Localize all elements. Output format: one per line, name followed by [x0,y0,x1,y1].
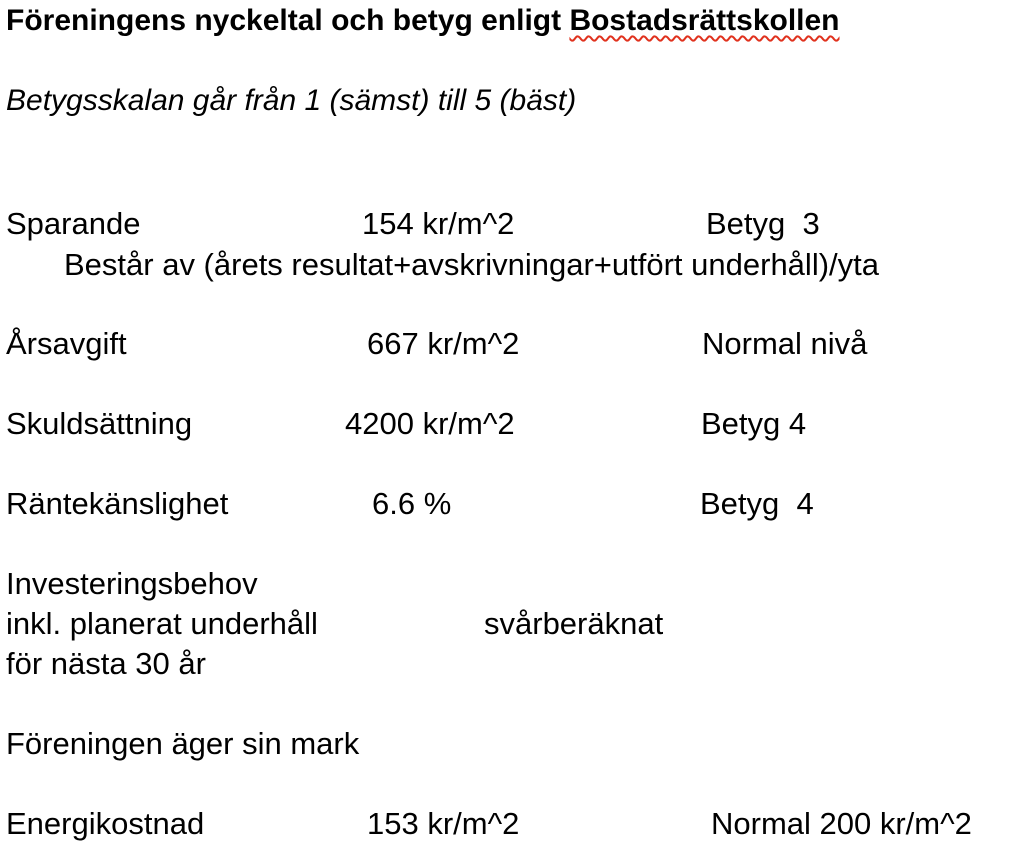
page-subtitle: Betygsskalan går från 1 (sämst) till 5 (bäst) [6,84,577,117]
rantekanslighet-value: 6.6 % [372,486,452,521]
title-prefix: Föreningens nyckeltal och betyg enligt [6,4,570,37]
arsavgift-label: Årsavgift [6,326,127,361]
sparande-value: 154 kr/m^2 [362,206,515,241]
arsavgift-grade: Normal nivå [702,326,868,361]
sparande-label: Sparande [6,206,141,241]
rantekanslighet-grade: Betyg 4 [700,486,814,521]
sparande-note: Består av (årets resultat+avskrivningar+utfört underhåll)/yta [64,247,879,282]
energikostnad-label: Energikostnad [6,806,205,841]
skuldsattning-label: Skuldsättning [6,406,193,441]
energikostnad-grade: Normal 200 kr/m^2 [711,806,972,841]
investeringsbehov-value: svårberäknat [484,606,664,641]
skuldsattning-grade: Betyg 4 [701,406,807,441]
arsavgift-value: 667 kr/m^2 [367,326,520,361]
investeringsbehov-label-line-2: inkl. planerat underhåll [6,606,318,641]
title-brand: Bostadsrättskollen [569,4,840,37]
energikostnad-value: 153 kr/m^2 [367,806,520,841]
page-title [6,1,840,41]
mark-statement: Föreningen äger sin mark [6,726,360,761]
skuldsattning-value: 4200 kr/m^2 [345,406,515,441]
investeringsbehov-label-line-1: Investeringsbehov [6,566,258,601]
investeringsbehov-label-line-3: för nästa 30 år [6,646,206,681]
sparande-grade: Betyg 3 [706,206,820,241]
rantekanslighet-label: Räntekänslighet [6,486,229,521]
